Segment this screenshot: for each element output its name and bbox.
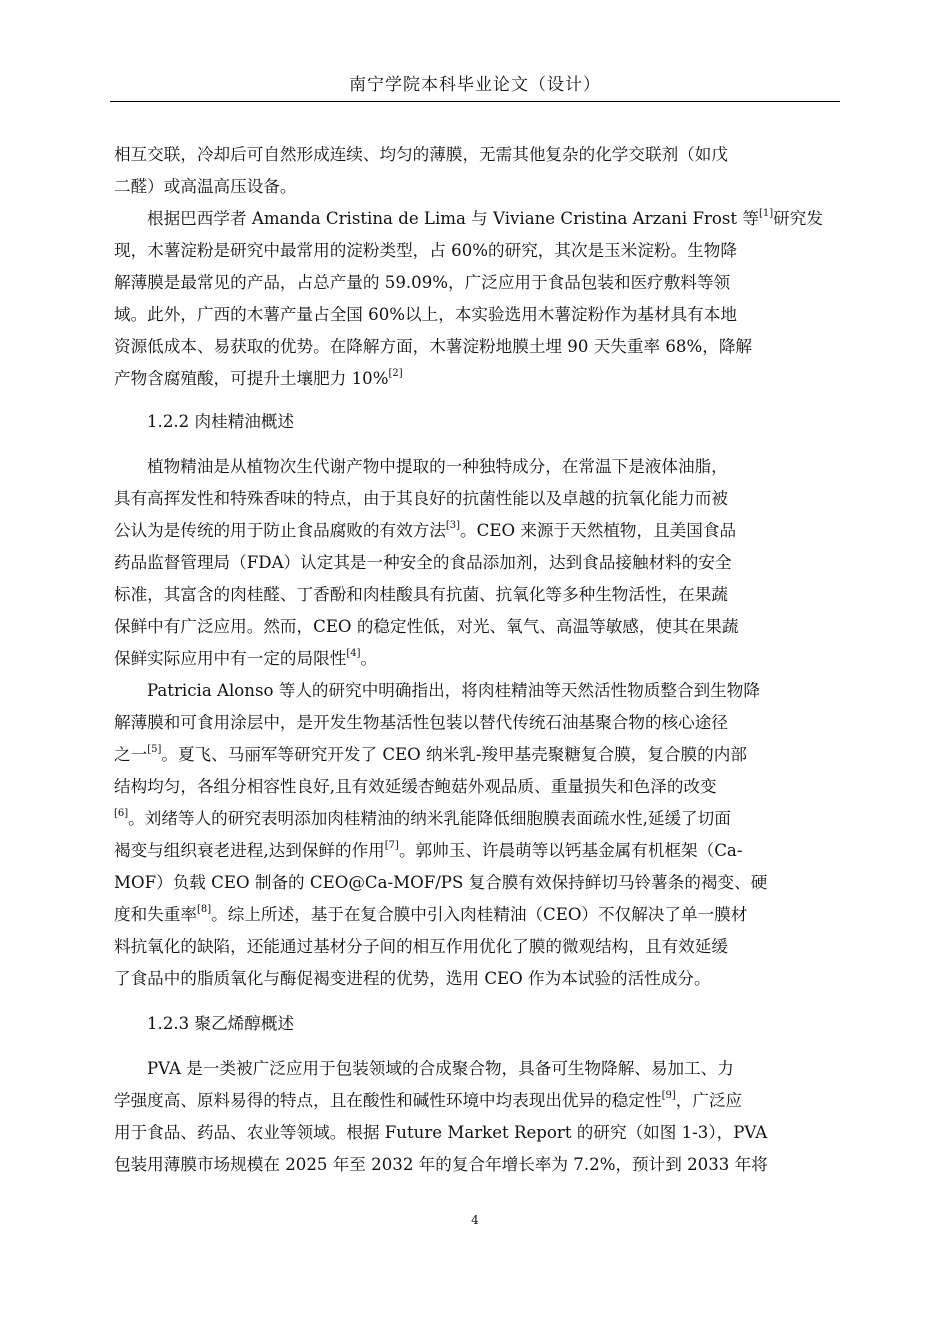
text-line: 根据巴西学者 Amanda Cristina de Lima 与 Viviane Cristina Arzani Frost 等[1]研究发: [147, 208, 823, 228]
section-heading: 1.2.3 聚乙烯醇概述: [147, 1014, 295, 1033]
page-header-title: 南宁学院本科毕业论文（设计）: [349, 75, 601, 95]
text-line: 域。此外，广西的木薯产量占全国 60%以上，本实验选用木薯淀粉作为基材具有本地: [114, 305, 737, 324]
text-line: 具有高挥发性和特殊香味的特点，由于其良好的抗菌性能以及卓越的抗氧化能力而被: [114, 489, 728, 508]
citation[interactable]: [3]: [445, 520, 461, 532]
text-line: Patricia Alonso 等人的研究中明确指出，将肉桂精油等天然活性物质整合到生物降: [147, 681, 760, 700]
text-line: 学强度高、原料易得的特点，且在酸性和碱性环境中均表现出优异的稳定性[9]，广泛应: [114, 1090, 743, 1110]
text-line: PVA 是一类被广泛应用于包装领域的合成聚合物，具备可生物降解、易加工、力: [147, 1059, 734, 1078]
text-line: 之一[5]。夏飞、马丽军等研究开发了 CEO 纳米乳-羧甲基壳聚糖复合膜，复合膜的内部: [114, 744, 747, 764]
citation[interactable]: [2]: [388, 368, 403, 380]
text-line: 产物含腐殖酸，可提升土壤肥力 10%[2]: [114, 368, 403, 388]
citation[interactable]: [7]: [384, 840, 399, 852]
page-header-rule: [110, 101, 840, 102]
text-line: 二醛）或高温高压设备。: [114, 177, 297, 196]
text-line: 现，木薯淀粉是研究中最常用的淀粉类型，占 60%的研究，其次是玉米淀粉。生物降: [114, 241, 737, 260]
text-line: 植物精油是从植物次生代谢产物中提取的一种独特成分，在常温下是液体油脂，: [147, 457, 728, 476]
text-line: 度和失重率[8]。综上所述，基于在复合膜中引入肉桂精油（CEO）不仅解决了单一膜材: [114, 904, 748, 924]
text-line: MOF）负载 CEO 制备的 CEO@Ca-MOF/PS 复合膜有效保持鲜切马铃薯条的褐变、硬: [114, 873, 768, 892]
text-line: 用于食品、药品、农业等领域。根据 Future Market Report 的研究（如图 1-3），PVA: [114, 1123, 768, 1142]
text-line: 解薄膜是最常见的产品，占总产量的 59.09%，广泛应用于食品包装和医疗敷料等领: [114, 273, 731, 292]
citation[interactable]: [9]: [661, 1090, 676, 1102]
text-line: 结构均匀，各组分相容性良好,且有效延缓杏鲍菇外观品质、重量损失和色泽的改变: [114, 777, 717, 796]
citation[interactable]: [4]: [346, 648, 361, 660]
text-line: 保鲜中有广泛应用。然而，CEO 的稳定性低，对光、氧气、高温等敏感，使其在果蔬: [114, 617, 739, 636]
citation[interactable]: [6]: [114, 808, 129, 820]
page-number: 4: [471, 1213, 479, 1227]
citation[interactable]: [5]: [147, 744, 162, 756]
text-line: 褐变与组织衰老进程,达到保鲜的作用[7]。郭帅玉、许晨萌等以钙基金属有机框架（Ca-: [114, 840, 743, 860]
text-line: 药品监督管理局（FDA）认定其是一种安全的食品添加剂，达到食品接触材料的安全: [114, 553, 732, 572]
citation[interactable]: [8]: [196, 904, 212, 916]
text-line: 解薄膜和可食用涂层中，是开发生物基活性包装以替代传统石油基聚合物的核心途径: [114, 713, 728, 732]
text-line: 公认为是传统的用于防止食品腐败的有效方法[3]。CEO 来源于天然植物，且美国食品: [114, 520, 737, 540]
text-line: 标准，其富含的肉桂醛、丁香酚和肉桂酸具有抗菌、抗氧化等多种生物活性，在果蔬: [114, 585, 728, 604]
text-line: [6]。刘绪等人的研究表明添加肉桂精油的纳米乳能降低细胞膜表面疏水性,延缓了切面: [114, 808, 731, 828]
text-line: 了食品中的脂质氧化与酶促褐变进程的优势，选用 CEO 作为本试验的活性成分。: [114, 969, 711, 988]
text-line: 相互交联，冷却后可自然形成连续、均匀的薄膜，无需其他复杂的化学交联剂（如戊: [114, 145, 728, 164]
citation[interactable]: [1]: [758, 208, 774, 220]
text-line: 包装用薄膜市场规模在 2025 年至 2032 年的复合年增长率为 7.2%，预计到 2033 年将: [114, 1155, 768, 1174]
text-line: 资源低成本、易获取的优势。在降解方面，木薯淀粉地膜土埋 90 天失重率 68%，降解: [114, 337, 753, 356]
text-line: 料抗氧化的缺陷，还能通过基材分子间的相互作用优化了膜的微观结构，且有效延缓: [114, 937, 728, 956]
text-line: 保鲜实际应用中有一定的局限性[4]。: [114, 648, 378, 668]
section-heading: 1.2.2 肉桂精油概述: [147, 412, 295, 431]
